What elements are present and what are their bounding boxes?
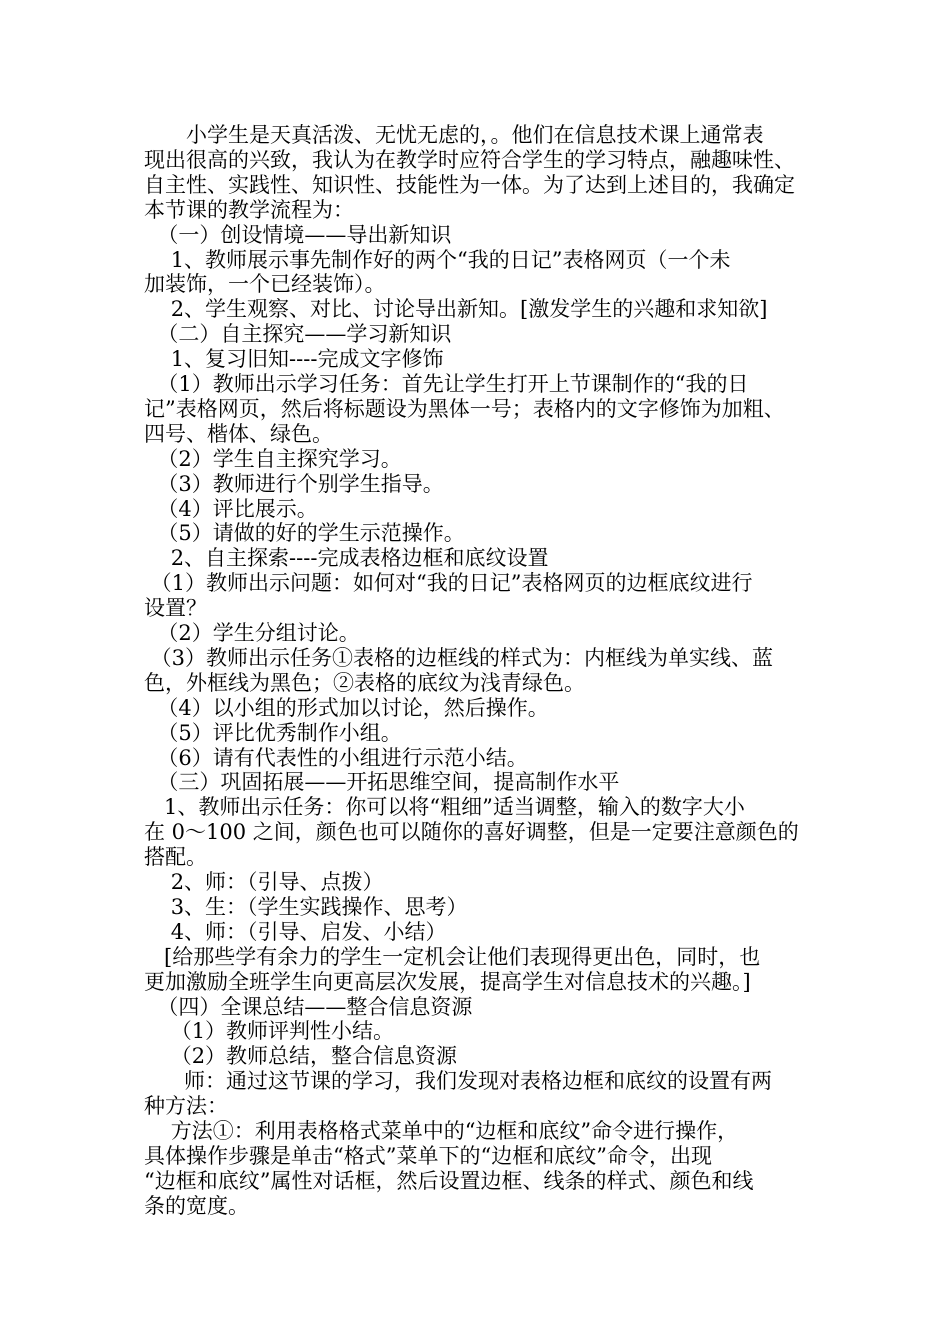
text-line: 2、自主探索----完成表格边框和底纹设置 bbox=[144, 546, 549, 570]
text-line: 加装饰，一个已经装饰）。 bbox=[144, 272, 386, 296]
text-line: （3）教师出示任务①表格的边框线的样式为：内框线为单实线、蓝 bbox=[144, 646, 774, 670]
text-line: 四号、楷体、绿色。 bbox=[144, 422, 333, 446]
text-line: （2）学生自主探究学习。 bbox=[144, 447, 402, 471]
text-line: 条的宽度。 bbox=[144, 1194, 249, 1218]
text-line: 2、师：（引导、点拨） bbox=[144, 870, 384, 894]
text-line: 记”表格网页，然后将标题设为黑体一号；表格内的文字修饰为加粗、 bbox=[144, 397, 785, 421]
text-line: 在 0～100 之间，颜色也可以随你的喜好调整，但是一定要注意颜色的 bbox=[144, 820, 799, 844]
text-line: 1、复习旧知----完成文字修饰 bbox=[144, 347, 444, 371]
text-line: 1、教师展示事先制作好的两个“我的日记”表格网页（一个未 bbox=[144, 248, 731, 272]
text-line: [给那些学有余力的学生一定机会让他们表现得更出色，同时，也 bbox=[144, 945, 761, 969]
text-line: （2）教师总结，整合信息资源 bbox=[144, 1044, 458, 1068]
text-line: （1）教师评判性小结。 bbox=[144, 1019, 395, 1043]
text-line: （4）以小组的形式加以讨论，然后操作。 bbox=[144, 696, 549, 720]
text-line: （6）请有代表性的小组进行示范小结。 bbox=[144, 746, 528, 770]
text-line: 具体操作步骤是单击“格式”菜单下的“边框和底纹”命令，出现 bbox=[144, 1144, 712, 1168]
text-line: （1）教师出示学习任务：首先让学生打开上节课制作的“我的日 bbox=[144, 372, 749, 396]
text-line: （二）自主探究——学习新知识 bbox=[144, 322, 452, 346]
text-line: 方法①：利用表格格式菜单中的“边框和底纹”命令进行操作， bbox=[144, 1119, 739, 1143]
text-line: 色，外框线为黑色；②表格的底纹为浅青绿色。 bbox=[144, 671, 585, 695]
text-line: （一）创设情境——导出新知识 bbox=[144, 223, 452, 247]
text-line: 设置？ bbox=[144, 596, 207, 620]
text-line: “边框和底纹”属性对话框，然后设置边框、线条的样式、颜色和线 bbox=[144, 1169, 754, 1193]
text-line: （4）评比展示。 bbox=[144, 497, 318, 521]
text-line: 2、学生观察、对比、讨论导出新知。[激发学生的兴趣和求知欲] bbox=[144, 297, 768, 321]
text-line: 更加激励全班学生向更高层次发展，提高学生对信息技术的兴趣。] bbox=[144, 970, 751, 994]
text-line: （3）教师进行个别学生指导。 bbox=[144, 472, 444, 496]
text-line: 1、教师出示任务：你可以将“粗细”适当调整，输入的数字大小 bbox=[144, 795, 745, 819]
text-line: （三）巩固拓展——开拓思维空间，提高制作水平 bbox=[144, 770, 620, 794]
text-line: 本节课的教学流程为： bbox=[144, 198, 354, 222]
text-line: 3、生：（学生实践操作、思考） bbox=[144, 895, 468, 919]
text-line: （5）请做的好的学生示范操作。 bbox=[144, 521, 465, 545]
text-line: 种方法： bbox=[144, 1094, 228, 1118]
text-line: 师：通过这节课的学习，我们发现对表格边框和底纹的设置有两 bbox=[144, 1069, 773, 1093]
text-line: （四）全课总结——整合信息资源 bbox=[144, 995, 473, 1019]
text-line: 搭配。 bbox=[144, 845, 207, 869]
text-line: 4、师：（引导、启发、小结） bbox=[144, 920, 447, 944]
text-line: （2）学生分组讨论。 bbox=[144, 621, 360, 645]
text-line: 现出很高的兴致，我认为在教学时应符合学生的学习特点，融趣味性、 bbox=[144, 148, 795, 172]
text-line: （1）教师出示问题：如何对“我的日记”表格网页的边框底纹进行 bbox=[144, 571, 753, 595]
text-line: （5）评比优秀制作小组。 bbox=[144, 721, 402, 745]
text-line: 小学生是天真活泼、无忧无虑的，。他们在信息技术课上通常表 bbox=[144, 123, 764, 147]
text-line: 自主性、实践性、知识性、技能性为一体。为了达到上述目的，我确定 bbox=[144, 173, 795, 197]
